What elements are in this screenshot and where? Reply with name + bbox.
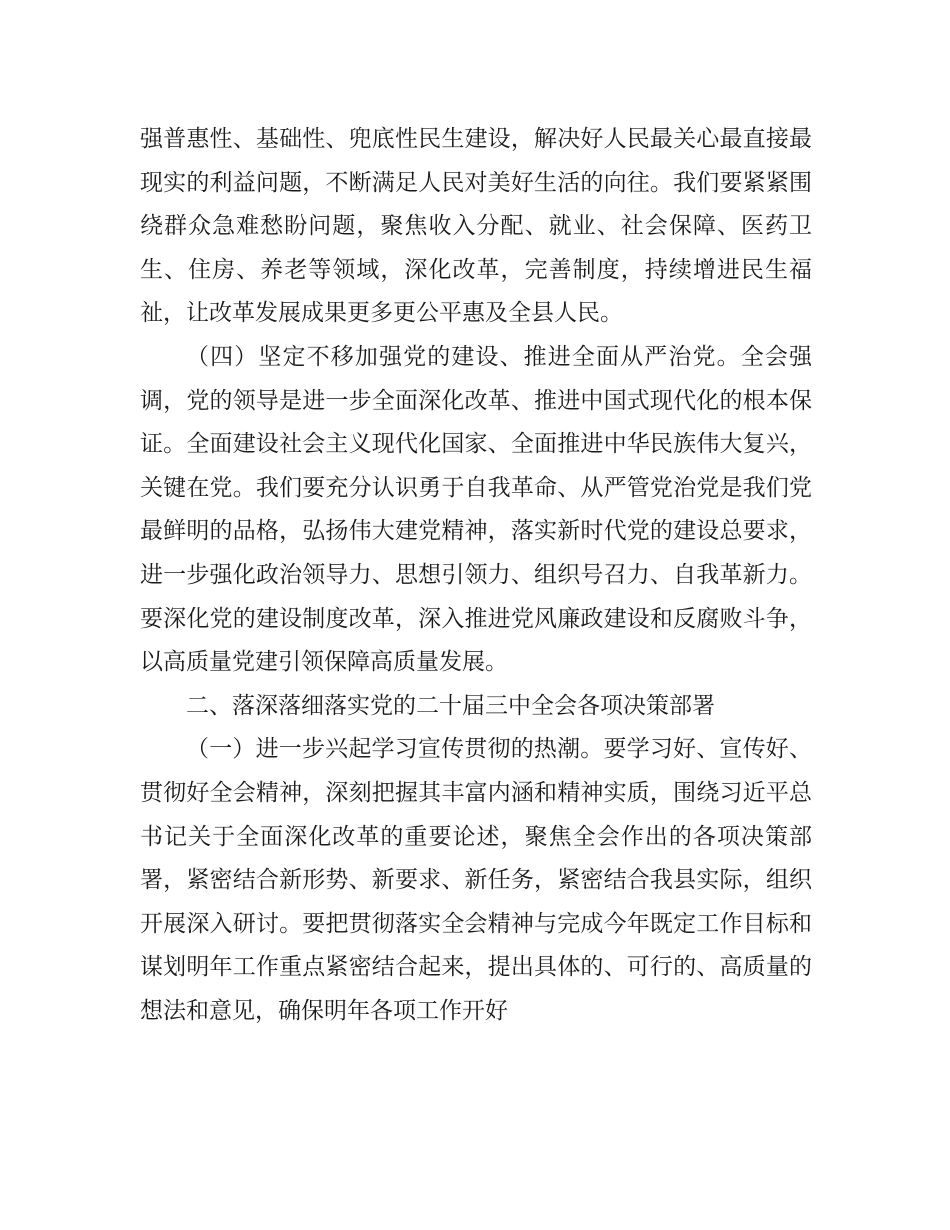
document-body [140, 118, 812, 1033]
paragraph-study-campaign: （一）进一步兴起学习宣传贯彻的热潮。要学习好、宣传好、贯彻好全会精神，深刻把握其丰富内涵和精神实质，围绕习近平总书记关于全面深化改革的重要论述，聚焦全会作出的各项决策部署，紧密结合新形势、新要求、新任务，紧密结合我县实际，组织开展深入研讨。要把贯彻落实全会精神与完成今年既定工作目标和谋划明年工作重点紧密结合起来，提出具体的、可行的、高质量的想法和意见，确保明年各项工作开好 [140, 736, 812, 1024]
section-heading-two: 二、落深落细落实党的二十届三中全会各项决策部署 [186, 692, 715, 719]
paragraph-livelihood-continued: 强普惠性、基础性、兜底性民生建设，解决好人民最关心最直接最现实的利益问题，不断满足人民对美好生活的向往。我们要紧紧围绕群众急难愁盼问题，聚焦收入分配、就业、社会保障、医药卫生、住房、养老等领域，深化改革，完善制度，持续增进民生福祉，让改革发展成果更多更公平惠及全县人民。 [140, 126, 812, 327]
paragraph-party-building: （四）坚定不移加强党的建设、推进全面从严治党。全会强调，党的领导是进一步全面深化改革、推进中国式现代化的根本保证。全面建设社会主义现代化国家、全面推进中华民族伟大复兴，关键在党。我们要充分认识勇于自我革命、从严管党治党是我们党最鲜明的品格，弘扬伟大建党精神，落实新时代党的建设总要求，进一步强化政治领导力、思想引领力、组织号召力、自我革新力。要深化党的建设制度改革，深入推进党风廉政建设和反腐败斗争，以高质量党建引领保障高质量发展。 [140, 343, 812, 676]
